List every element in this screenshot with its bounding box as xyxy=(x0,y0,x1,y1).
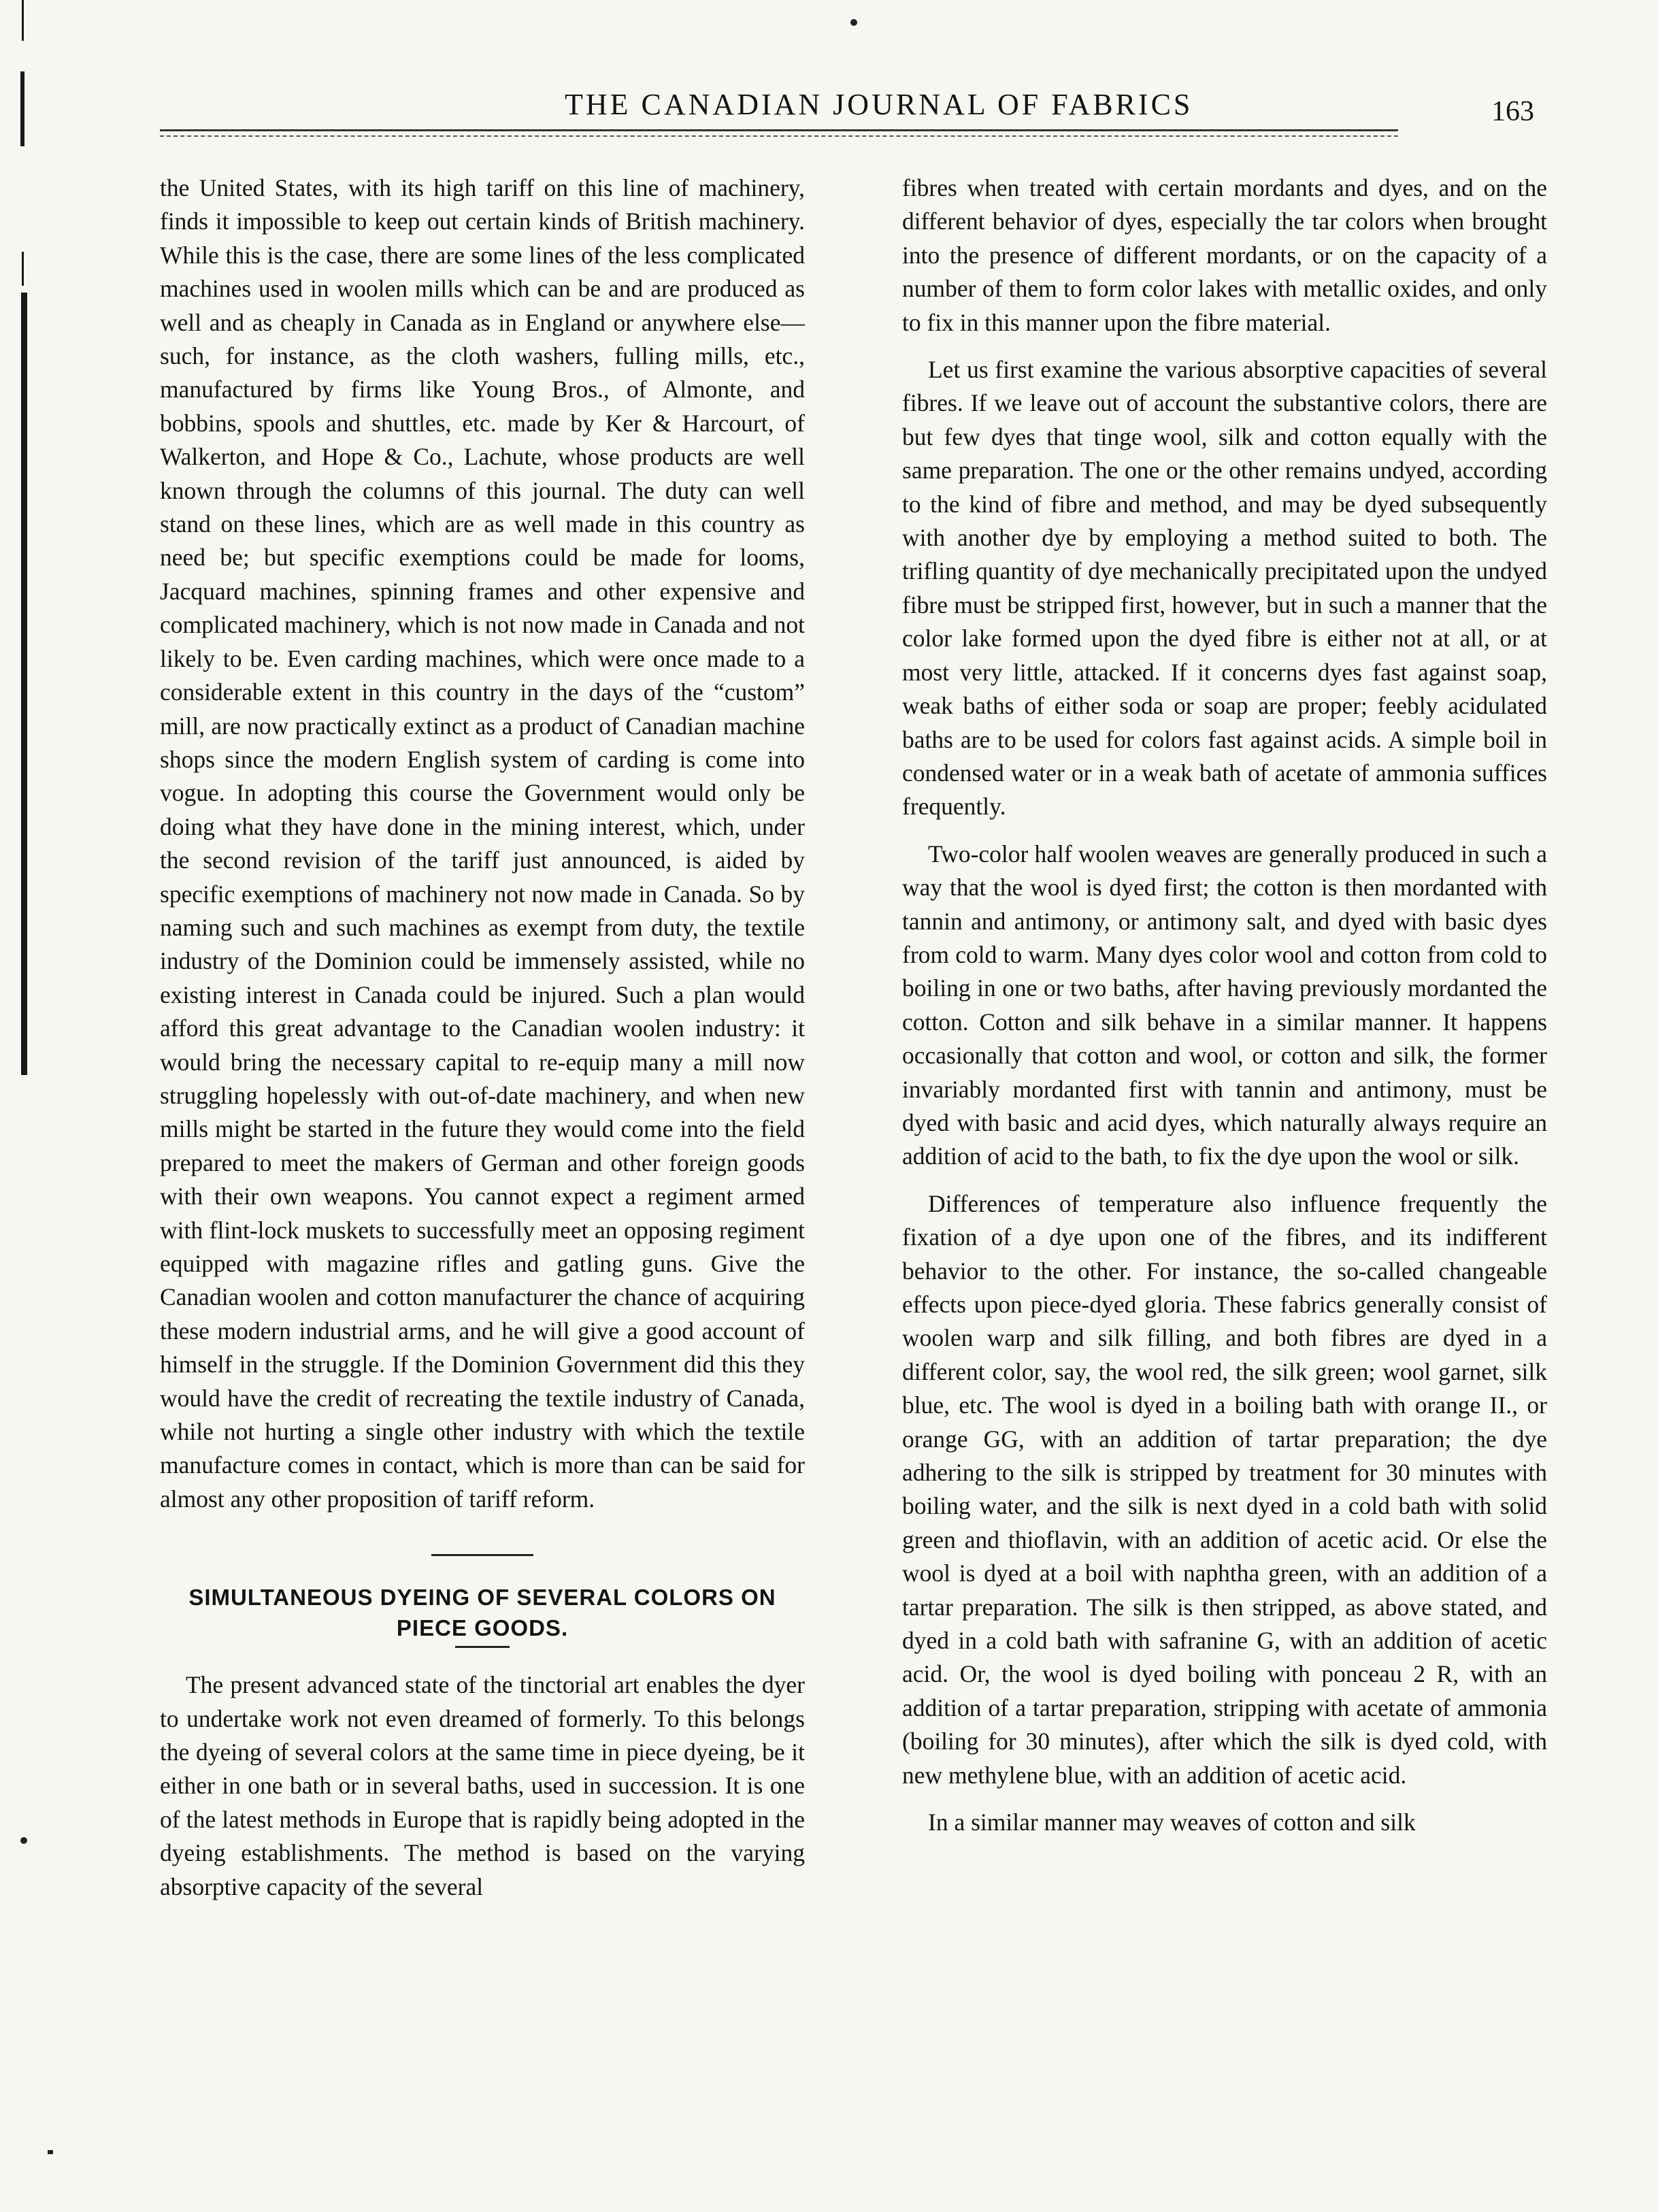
article-paragraph: Two-color half woolen weaves are generally produced in such a way that the wool is dyed first; the cotton is then mordanted with tannin and antimony, or antimony salt, and dyed with basic dyes from cold to warm. Many dyes color wool and cotton from cold to boiling in one or two baths, after having previously mordanted the cotton. Cotton and silk behave in a similar manner. It happens occasionally that cotton and wool, or cotton and silk, the former invariably mordanted first with tannin and antimony, must be dyed with basic and acid dyes, which naturally always require an addition of acid to the bath, to fix the dye upon the wool or silk. xyxy=(902,840,1547,1170)
right-column xyxy=(902,171,1547,1840)
continued-paragraph: the United States, with its high tariff on this line of machinery, finds it impossible to keep out certain kinds of British machinery. While this is the case, there are some lines of the less complicated machines used in woolen mills which can be and are produced as well and as cheaply in Canada as in England or anywhere else—such, for instance, as the cloth washers, fulling mills, etc., manufactured by firms like Young Bros., of Almonte, and bobbins, spools and shuttles, etc. made by Ker & Harcourt, of Walkerton, and Hope & Co., Lachute, whose products are well known through the columns of this journal. The duty can well stand on these lines, which are as well made in this country as need be; but specific exemptions could be made for looms, Jacquard machines, spinning frames and other expensive and complicated machinery, which is not now made in Canada and not likely to be. Even carding machines, which were once made to a considerable extent in this country in the days of the “custom” mill, are now practically extinct as a product of Canadian machine shops since the modern English system of carding is come into vogue. In adopting this course the Government would only be doing what they have done in the mining interest, which, under the second revision of the tariff just announced, is aided by specific exemptions of machinery not now made in Canada. So by naming such and such machines as exempt from duty, the textile industry of the Dominion could be immensely assisted, while no existing interest in Canada could be injured. Such a plan would afford this great advantage to the Canadian woolen industry: it would bring the necessary capital to re-equip many a mill now struggling hopelessly with out-of-date machinery, and when new mills might be started in the future they would come into the field prepared to meet the makers of German and other foreign goods with their own weapons. You cannot expect a regiment armed with flint-lock muskets to successfully meet an opposing regiment equipped with magazine rifles and gatling guns. Give the Canadian woolen and cotton manufacturer the chance of acquiring these modern industrial arms, and he will give a good account of himself in the struggle. If the Dominion Government did this they would have the credit of recreating the textile industry of Canada, while not hurting a single other industry with which the textile manufacture comes in contact, which is more than can be said for almost any other proposition of tariff reform. xyxy=(160,174,805,1513)
margin-mark xyxy=(20,1837,27,1844)
section-divider xyxy=(431,1554,533,1556)
title-divider xyxy=(455,1646,510,1648)
margin-mark xyxy=(48,2150,53,2154)
journal-title: THE CANADIAN JOURNAL OF FABRICS xyxy=(565,88,1193,121)
article-paragraph: Differences of temperature also influence frequently the fixation of a dye upon one of the fibres, and its indifferent behavior to the other. For instance, the so-called changeable effects upon piece-dyed gloria. These fabrics generally consist of woolen warp and silk filling, and both fibres are dyed in a different color, say, the wool red, the silk green; wool garnet, silk blue, etc. The wool is dyed in a boiling bath with orange II., or orange GG, with an addition of tartar preparation; the dye adhering to the silk is stripped by treatment for 30 minutes with boiling water, and the silk is next dyed in a cold bath with solid green and thioflavin, with an addition of acetic acid. Or else the wool is dyed at a boil with naphtha green, with an addition of a tartar preparation. The silk is then stripped, as above stated, and dyed in a cold bath with safranine G, with an addition of acetic acid. Or, the wool is dyed boiling with ponceau 2 R, with an addition of a tartar preparation, stripping with acetate of ammonia (boiling for 30 minutes), after which the silk is dyed cold, with new methylene blue, with an addition of acetic acid. xyxy=(902,1189,1547,1789)
article-title: SIMULTANEOUS DYEING OF SEVERAL COLORS ON PIECE GOODS. xyxy=(188,1585,776,1641)
page-header xyxy=(160,82,1534,143)
article-paragraph: In a similar manner may weaves of cotton and silk xyxy=(928,1809,1416,1836)
left-column xyxy=(160,171,805,1904)
header-rule xyxy=(160,135,1398,137)
article-paragraph: The present advanced state of the tinctorial art enables the dyer to undertake work not even dreamed of formerly. To this belongs the dyeing of several colors at the same time in piece dyeing, be it either in one bath or in several baths, used in succession. It is one of the latest methods in Europe that is rapidly being adopted in the dyeing establishments. The method is based on the varying absorptive capacity of the several xyxy=(160,1671,805,1900)
article-paragraph: Let us first examine the various absorptive capacities of several fibres. If we leave out of account the substantive colors, there are but few dyes that tinge wool, silk and cotton equally with the same preparation. The one or the other remains undyed, according to the kind of fibre and method, and may be dyed subsequently with another dye by employing a method suited to both. The trifling quantity of dye mechanically precipitated upon the undyed fibre must be stripped first, however, but in such a manner that the color lake formed upon the dyed fibre is either not at all, or at most very little, attacked. If it concerns dyes fast against soap, weak baths of either soda or soap are proper; feebly acidulated baths are to be used for colors fast against acids. A simple boil in condensed water or in a weak bath of acetate of ammonia suffices frequently. xyxy=(902,356,1547,821)
margin-mark xyxy=(850,19,857,26)
header-rule xyxy=(160,129,1398,131)
continued-paragraph: fibres when treated with certain mordants and dyes, and on the different behavior of dyes, especially the tar colors when brought into the presence of different mordants, or on the capacity of a number of them to form color lakes with metallic oxides, and only to fix in this manner upon the fibre material. xyxy=(902,174,1547,336)
scan-edge-artifact xyxy=(20,0,27,1089)
page-number: 163 xyxy=(1491,96,1534,127)
